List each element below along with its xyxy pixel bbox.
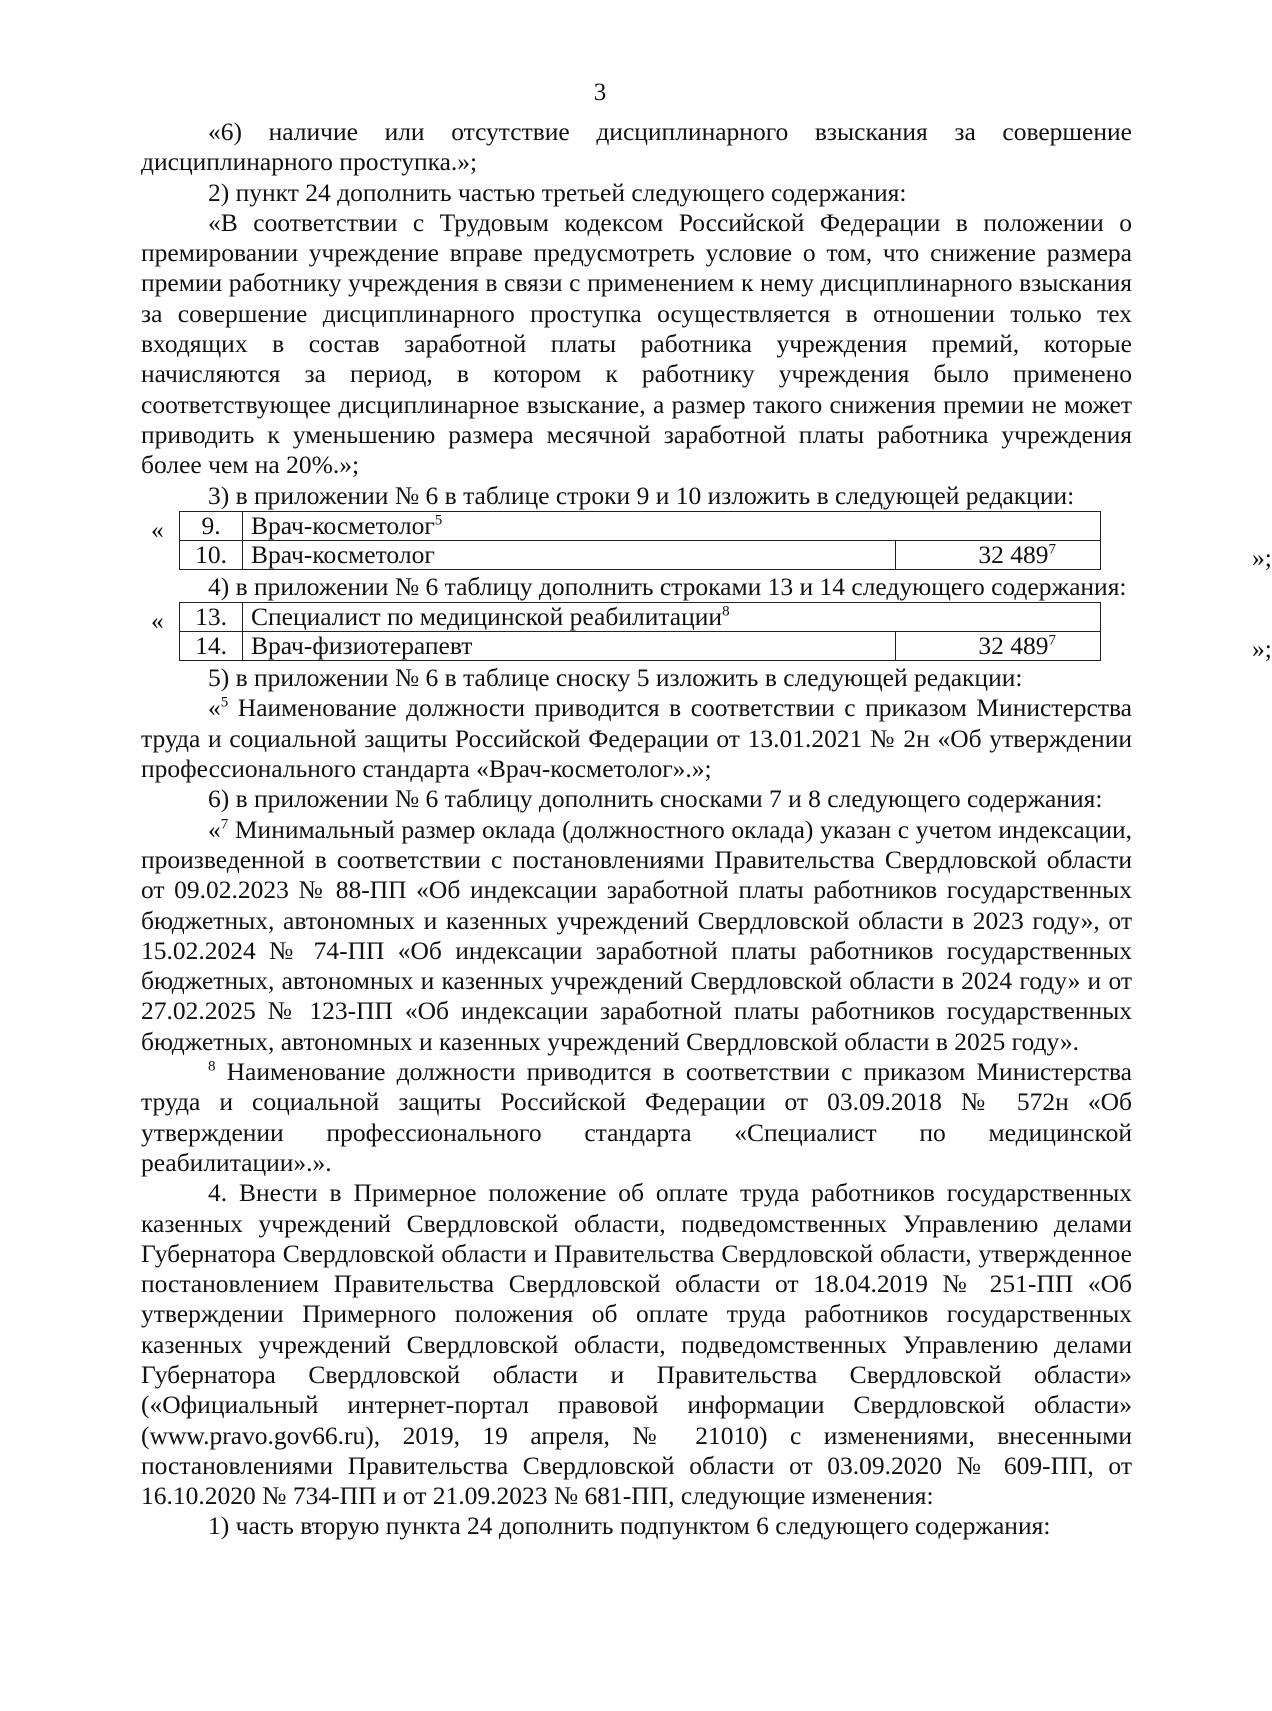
paragraph-labor-code: «В соответствии с Трудовым кодексом Российской Федерации в положении о премировании учреждение вправе предусмотреть условие о том, что снижение размера премии работнику учреждения в связи с применением к нему дисциплинарного взыскания за совершение дисциплинарного проступка осуществляется в отношении только тех входящих в состав заработной платы работника учреждения премий, которые начисляются за период, в котором к работнику учреждения было применено соответствующее дисциплинарное взыскание, а размер такого снижения премии не может приводить к уменьшению размера месячной заработной платы работника учреждения более чем на 20%.»; [141,207,1132,480]
footnote-5-text [141,693,1132,784]
paragraph-point-5: 5) в приложении № 6 в таблице сноску 5 изложить в следующей редакции: [208,663,1023,693]
position-title: Врач-физиотерапевт [251,631,473,661]
open-quote: « [208,693,221,723]
position-title-cell [243,540,896,569]
paragraph-point-2: 2) пункт 24 дополнить частью третьей следующего содержания: [208,177,907,207]
position-title: Врач-косметолог [251,539,435,569]
page-number: 3 [593,79,607,106]
position-title-cell [243,632,896,661]
footnote-8-text [141,1057,1132,1178]
table-open-quote: « [151,514,164,544]
footnote-body: Минимальный размер оклада (должностного оклада) указан с учетом индексации, произведенной в соответствии с постановлениями Правительства Свердловской области от 09.02.2023 № 88-ПП «Об индексации заработной платы работников государственных бюджетных, автономных и казенных учреждений Свердловской области в 2023 году», от 15.02.2024 № 74-ПП «Об индексации заработной платы работников государственных бюджетных, автономных и казенных учреждений Свердловской области в 2024 году» и от 27.02.2025 № 123-ПП «Об индексации заработной платы работников государственных бюджетных, автономных и казенных учреждений Свердловской области в 2025 году». [141,814,1132,1056]
row-number: 13. [180,603,243,632]
paragraph-item-4: 4. Внести в Примерное положение об оплате труда работников государственных казенных учреждений Свердловской области, подведомственных Управлению делами Губернатора Свердловской области и Правительства Свердловской области, утвержденное постановлением Правительства Свердловской области от 18.04.2019 № 251-ПП «Об утверждении Примерного положения об оплате труда работников государственных казенных учреждений Свердловской области, подведомственных Управлению делами Губернатора Свердловской области и Правительства Свердловской области» («Официальный интернет-портал правовой информации Свердловской области» (www.pravo.gov66.ru), 2019, 19 апреля, № 21010) с изменениями, внесенными постановлениями Правительства Свердловской области от 03.09.2020 № 609-ПП, от 16.10.2020 № 734-ПП и от 21.09.2023 № 681-ПП, следующие изменения: [141,1178,1132,1511]
position-title-cell [243,511,1101,540]
footnote-ref: 8 [722,603,730,620]
footnote-body: Наименование должности приводится в соответствии с приказом Министерства труда и социальной защиты Российской Федерации от 03.09.2018 № 572н «Об утверждении профессионального стандарта «Специалист по медицинской реабилитации».». [141,1057,1132,1177]
salary-cell [896,540,1101,569]
salary-value: 32 489 [978,539,1049,569]
footnote-mark: 7 [220,816,229,833]
position-title: Врач-косметолог [251,510,435,540]
positions-table [179,511,1101,570]
document-body [141,117,1272,1542]
table-rows-13-14 [141,602,1272,664]
table-row [180,632,1101,661]
table-rows-9-10 [141,510,1272,572]
salary-cell [896,632,1101,661]
paragraph-subitem-1: 1) часть вторую пункта 24 дополнить подпунктом 6 следующего содержания: [208,1511,1051,1541]
position-title-cell [243,603,1101,632]
positions-table [179,602,1101,661]
table-row [180,603,1101,632]
row-number: 14. [180,632,243,661]
table-open-quote: « [151,606,164,636]
table-row [180,540,1101,569]
paragraph-point-4: 4) в приложении № 6 таблицу дополнить строками 13 и 14 следующего содержания: [208,571,1127,601]
footnote-body: Наименование должности приводится в соответствии с приказом Министерства труда и социальной защиты Российской Федерации от 13.01.2021 № 2н «Об утверждении профессионального стандарта «Врач-косметолог».»; [141,693,1132,784]
footnote-mark: 5 [220,694,229,711]
table-row [180,511,1101,540]
paragraph-point-3: 3) в приложении № 6 в таблице строки 9 и 10 изложить в следующей редакции: [208,480,1075,510]
paragraph-point-6: 6) в приложении № 6 таблицу дополнить сносками 7 и 8 следующего содержания: [208,784,1103,814]
open-quote: « [208,814,221,844]
paragraph-item-6-end: «6) наличие или отсутствие дисциплинарного взыскания за совершение дисциплинарного проступка.»; [141,117,1132,177]
footnote-ref: 7 [1048,632,1056,649]
table-close-quote: »; [1252,634,1272,664]
row-number: 9. [180,511,243,540]
table-close-quote: »; [1252,542,1272,572]
row-number: 10. [180,540,243,569]
footnote-7-text [141,815,1132,1057]
position-title: Специалист по медицинской реабилитации [251,602,723,632]
footnote-ref: 7 [1048,541,1056,558]
footnote-mark: 8 [208,1058,216,1075]
footnote-ref: 5 [434,512,443,529]
salary-value: 32 489 [978,631,1049,661]
